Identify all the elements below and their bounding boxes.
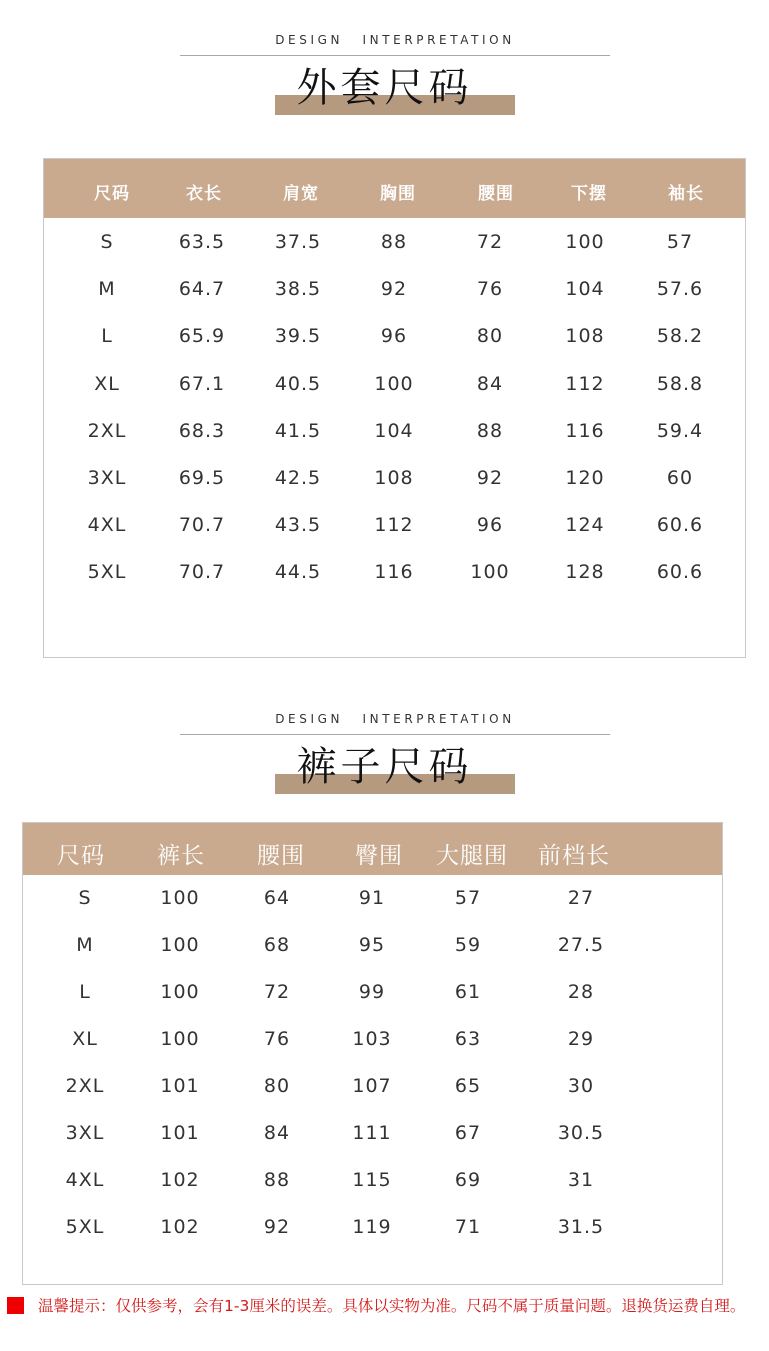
coat-table-cell: 96: [380, 325, 408, 348]
coat-table-cell: 72: [476, 231, 504, 253]
pants-header-cell: 腰围: [257, 843, 305, 869]
coat-table-cell: 60.6: [656, 561, 704, 584]
coat-table-cell: 80: [476, 325, 504, 348]
pants-header-cell: 臀围: [355, 843, 403, 869]
coat-table-cell: 76: [476, 278, 504, 301]
coat-table-cell: 38.5: [274, 278, 322, 301]
pants-divider: [180, 734, 610, 735]
coat-table-cell: 69.5: [178, 467, 226, 489]
pants-table-cell: 102: [160, 1216, 200, 1238]
coat-table-cell: 4XL: [87, 514, 127, 537]
coat-table-cell: 70.7: [178, 561, 226, 584]
coat-header-cell: 下摆: [571, 184, 607, 204]
coat-size-table: [43, 158, 746, 658]
pants-table-cell: 107: [352, 1075, 392, 1097]
coat-table-cell: 92: [476, 467, 504, 489]
coat-table-cell: 5XL: [87, 561, 127, 584]
pants-table-cell: 111: [352, 1122, 392, 1144]
pants-table-cell: 80: [263, 1075, 291, 1097]
pants-table-cell: 57: [454, 887, 482, 909]
pants-header-cell: 尺码: [57, 843, 105, 869]
pants-table-cell: L: [79, 981, 91, 1003]
coat-table-cell: 60: [666, 467, 694, 489]
coat-table-cell: 88: [380, 231, 408, 253]
pants-table-cell: 102: [160, 1169, 200, 1191]
coat-table-cell: 112: [565, 372, 605, 395]
pants-table-cell: 31.5: [557, 1216, 605, 1238]
coat-table-cell: 41.5: [274, 419, 322, 442]
pants-table-cell: S: [78, 887, 92, 909]
coat-table-cell: XL: [94, 372, 120, 395]
coat-table-cell: 67.1: [178, 372, 226, 395]
pants-table-cell: 100: [160, 934, 200, 956]
pants-table-cell: 27.5: [557, 934, 605, 956]
pants-table-cell: 2XL: [65, 1075, 105, 1097]
pants-table-cell: 92: [263, 1216, 291, 1238]
coat-table-cell: 100: [470, 561, 510, 584]
pants-table-cell: 30.5: [557, 1122, 605, 1144]
coat-table-cell: 128: [565, 561, 605, 584]
coat-table-cell: 39.5: [274, 325, 322, 348]
coat-header-cell: 袖长: [668, 184, 704, 204]
coat-table-cell: 57: [666, 231, 694, 253]
pants-table-cell: 76: [263, 1028, 291, 1050]
pants-table-cell: 29: [567, 1028, 595, 1050]
notice-text: 温馨提示：仅供参考，会有1-3厘米的误差。具体以实物为准。尺码不属于质量问题。退换货运费自理。: [38, 1297, 746, 1315]
coat-table-cell: 2XL: [87, 419, 127, 442]
pants-title: 裤子尺码: [296, 744, 473, 790]
coat-table-cell: 124: [565, 514, 605, 537]
pants-table-cell: 63: [454, 1028, 482, 1050]
pants-table-cell: 91: [358, 887, 386, 909]
pants-table-cell: 3XL: [65, 1122, 105, 1144]
pants-table-cell: 5XL: [65, 1216, 105, 1238]
coat-table-cell: 92: [380, 278, 408, 301]
coat-table-cell: 70.7: [178, 514, 226, 537]
coat-table-cell: 108: [565, 325, 605, 348]
coat-table-cell: 100: [374, 372, 414, 395]
coat-title: 外套尺码: [296, 65, 473, 111]
coat-table-cell: 58.8: [656, 372, 704, 395]
pants-tagline: DESIGN INTERPRETATION: [275, 712, 515, 726]
pants-header-cell: 前档长: [538, 843, 610, 869]
pants-table-cell: 88: [263, 1169, 291, 1191]
pants-table-cell: 61: [454, 981, 482, 1003]
coat-header-cell: 胸围: [380, 184, 416, 204]
coat-table-cell: 63.5: [178, 231, 226, 253]
pants-table-cell: 72: [263, 981, 291, 1003]
pants-table-cell: XL: [72, 1028, 98, 1050]
pants-size-table: [22, 822, 723, 1285]
pants-table-cell: 64: [263, 887, 291, 909]
pants-table-cell: 68: [263, 934, 291, 956]
coat-table-cell: 59.4: [656, 419, 704, 442]
coat-table-cell: 116: [565, 419, 605, 442]
coat-header-cell: 肩宽: [283, 184, 319, 204]
pants-table-cell: 101: [160, 1075, 200, 1097]
pants-table-cell: 67: [454, 1122, 482, 1144]
coat-tagline: DESIGN INTERPRETATION: [275, 33, 515, 47]
pants-table-cell: 65: [454, 1075, 482, 1097]
coat-table-cell: 88: [476, 419, 504, 442]
coat-table-cell: 104: [374, 419, 414, 442]
pants-table-cell: M: [76, 934, 94, 956]
pants-table-cell: 95: [358, 934, 386, 956]
coat-table-cell: 57.6: [656, 278, 704, 301]
coat-table-cell: 100: [565, 231, 605, 253]
pants-table-cell: 31: [567, 1169, 595, 1191]
coat-table-cell: 44.5: [274, 561, 322, 584]
coat-table-cell: 116: [374, 561, 414, 584]
pants-header-cell: 大腿围: [436, 843, 508, 869]
coat-table-cell: 104: [565, 278, 605, 301]
pants-table-cell: 119: [352, 1216, 392, 1238]
pants-table-cell: 30: [567, 1075, 595, 1097]
pants-table-cell: 59: [454, 934, 482, 956]
coat-table-cell: 108: [374, 467, 414, 489]
coat-table-cell: 43.5: [274, 514, 322, 537]
coat-table-header: [44, 159, 745, 218]
coat-divider: [180, 55, 610, 56]
pants-table-header: [23, 823, 722, 875]
coat-table-cell: 42.5: [274, 467, 322, 489]
pants-table-cell: 103: [352, 1028, 392, 1050]
coat-table-cell: M: [98, 278, 116, 301]
coat-header-cell: 腰围: [478, 184, 514, 204]
coat-header-cell: 衣长: [186, 184, 222, 204]
coat-header-cell: 尺码: [94, 184, 130, 204]
pants-table-cell: 115: [352, 1169, 392, 1191]
coat-table-cell: 3XL: [87, 467, 127, 489]
coat-table-cell: 58.2: [656, 325, 704, 348]
pants-table-cell: 100: [160, 887, 200, 909]
coat-table-cell: 65.9: [178, 325, 226, 348]
pants-header-cell: 裤长: [157, 843, 205, 869]
pants-table-cell: 28: [567, 981, 595, 1003]
coat-table-cell: 37.5: [274, 231, 322, 253]
coat-table-cell: 84: [476, 372, 504, 395]
pants-table-cell: 99: [358, 981, 386, 1003]
coat-table-cell: 64.7: [178, 278, 226, 301]
coat-table-cell: 96: [476, 514, 504, 537]
pants-table-cell: 4XL: [65, 1169, 105, 1191]
pants-table-cell: 100: [160, 1028, 200, 1050]
coat-table-cell: 68.3: [178, 419, 226, 442]
coat-table-cell: S: [100, 231, 114, 253]
coat-table-cell: 112: [374, 514, 414, 537]
pants-table-cell: 27: [567, 887, 595, 909]
coat-table-cell: 40.5: [274, 372, 322, 395]
coat-table-cell: 60.6: [656, 514, 704, 537]
pants-table-cell: 71: [454, 1216, 482, 1238]
pants-table-cell: 101: [160, 1122, 200, 1144]
coat-table-cell: L: [101, 325, 113, 348]
pants-table-cell: 84: [263, 1122, 291, 1144]
coat-table-cell: 120: [565, 467, 605, 489]
pants-table-cell: 100: [160, 981, 200, 1003]
pants-table-cell: 69: [454, 1169, 482, 1191]
